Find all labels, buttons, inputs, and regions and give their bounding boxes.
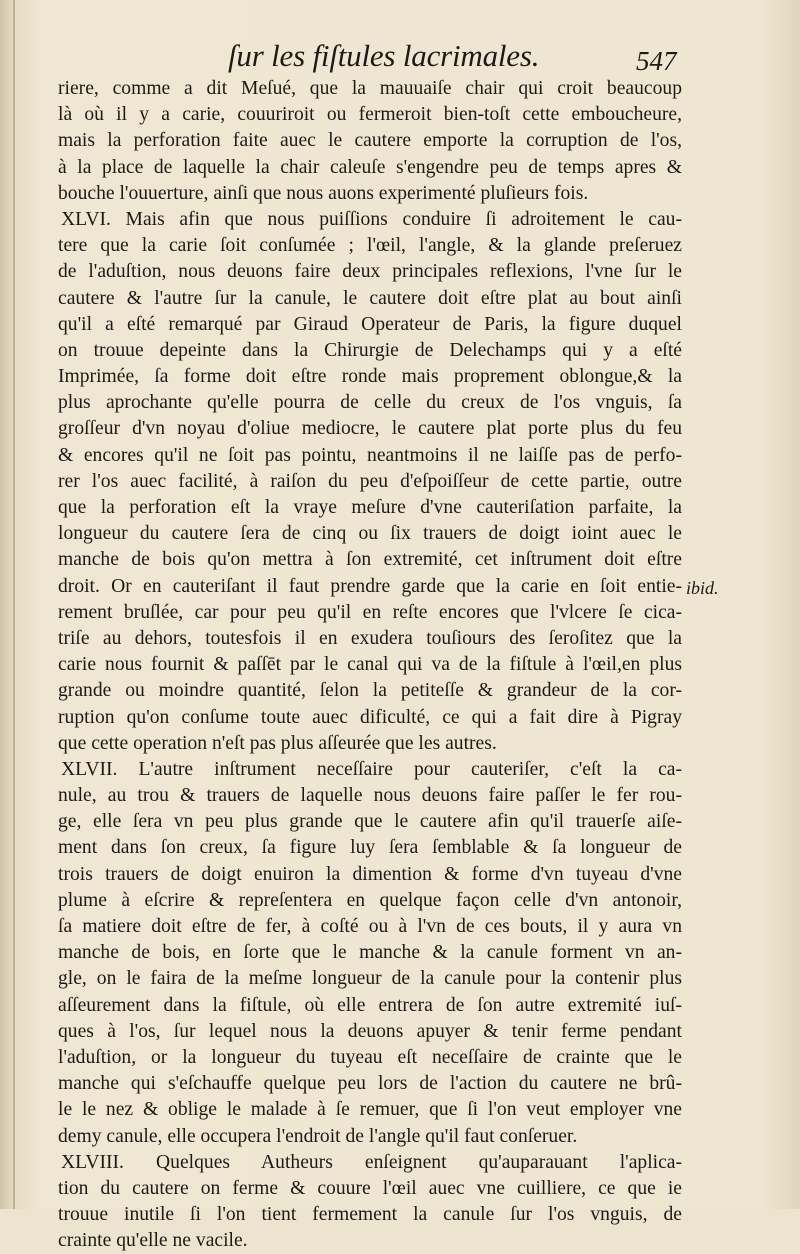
binding-gutter xyxy=(13,0,15,1209)
text-line: le le nez & oblige le malade à ſe remuer, que ſi l'on veut employer vne xyxy=(58,1099,682,1121)
text-line: plus aprochante qu'elle pourra de celle du creux de l'os vnguis, ſa xyxy=(58,392,682,414)
text-line: gle, on le faira de la meſme longueur de la canule pour la contenir plus xyxy=(58,968,682,990)
text-line: ment dans ſon creux, ſa figure luy ſera ſemblable & ſa longueur de xyxy=(58,837,682,859)
text-line: à la place de laquelle la chair caleuſe s'engendre peu de temps apres & xyxy=(58,156,682,178)
text-line: triſe au dehors, toutesfois il en exudera touſiours des ſeroſitez que la xyxy=(58,627,682,649)
margin-note: ibid. xyxy=(686,578,719,598)
text-line: tere que la carie ſoit conſumée ; l'œil, l'angle, & la glande preſeruez xyxy=(58,235,682,257)
text-line: manche de bois qu'on mettra à ſon extremité, cet inſtrument doit eſtre xyxy=(58,549,682,571)
text-line: demy canule, elle occupera l'endroit de l'angle qu'il faut conſeruer. xyxy=(58,1125,578,1147)
paragraph-xlvi-start: XLVI. Mais afin que nous puiſſions conduire ſi adroitement le cau- xyxy=(61,208,682,230)
text-line: que la perforation eſt la vraye meſure d'vne cauteriſation parfaite, la xyxy=(58,497,682,518)
page-header xyxy=(0,38,800,78)
body-text xyxy=(58,76,682,1254)
text-line: riere, comme a dit Meſué, que la mauuaiſe chair qui croit beaucoup xyxy=(58,78,682,99)
text-line: manche qui s'eſchauffe quelque peu lors de l'action du cautere ne brû- xyxy=(58,1073,682,1095)
text-line: manche de bois, en ſorte que le manche & la canule forment vn an- xyxy=(58,942,682,964)
text-line: ques à l'os, ſur lequel nous la deuons apuyer & tenir ferme pendant xyxy=(58,1020,682,1042)
text-line: grande ou moindre quantité, ſelon la petiteſſe & grandeur de la cor- xyxy=(58,680,682,702)
text-line: bouche l'ouuerture, ainſi que nous auons experimenté pluſieurs fois. xyxy=(58,182,589,204)
text-line: ſa matiere doit eſtre de fer, à coſté ou à l'vn de ces bouts, il y aura vn xyxy=(58,916,682,937)
text-line: mais la perforation faite auec le cautere emporte la corruption de l'os, xyxy=(58,130,682,152)
text-line: ruption qu'on conſume toute auec dificulté, ce qui a fait dire à Pigray xyxy=(58,706,682,728)
paragraph-xlviii-start: XLVIII. Quelques Autheurs enſeignent qu'auparauant l'aplica- xyxy=(61,1151,682,1173)
text-line: rement bruſlée, car pour peu qu'il en reſte encores que l'vlcere ſe cica- xyxy=(58,601,682,623)
text-line: ge, elle ſera vn peu plus grande que le cautere afin qu'il trauerſe aiſe- xyxy=(58,811,682,833)
text-line: trois trauers de doigt enuiron la dimention & forme d'vn tuyeau d'vne xyxy=(58,863,682,885)
running-title: ſur les fiſtules lacrimales. xyxy=(228,38,540,73)
text-line: l'aduſtion, or la longueur du tuyeau eſt neceſſaire de crainte que le xyxy=(58,1046,682,1068)
text-line: tion du cautere on ferme & couure l'œil auec vne cuilliere, ce que ie xyxy=(58,1177,682,1199)
paragraph-xlvii-start: XLVII. L'autre inſtrument neceſſaire pour cauteriſer, c'eſt la ca- xyxy=(61,758,682,780)
text-line: groſſeur d'vn noyau d'oliue mediocre, le cautere plat porte plus du feu xyxy=(58,418,682,440)
text-line: cautere & l'autre ſur la canule, le cautere doit eſtre plat au bout ainſi xyxy=(58,287,682,309)
text-line: Imprimée, ſa forme doit eſtre ronde mais proprement oblongue,& la xyxy=(58,366,682,388)
text-line: qu'il a eſté remarqué par Giraud Operateur de Paris, la figure duquel xyxy=(58,313,682,335)
page-number: 547 xyxy=(636,46,677,76)
text-line: aſſeurement dans la fiſtule, où elle entrera de ſon autre extremité iuſ- xyxy=(58,994,682,1016)
text-line: rer l'os auec facilité, à raiſon du peu d'eſpoiſſeur de cette partie, outre xyxy=(58,470,682,492)
text-line: nule, au trou & trauers de laquelle nous deuons faire paſſer le fer rou- xyxy=(58,785,682,807)
text-line: là où il y a carie, couuriroit ou fermeroit bien-toſt cette emboucheure, xyxy=(58,104,682,126)
text-line: & encores qu'il ne ſoit pas pointu, neantmoins il ne laiſſe pas de perfo- xyxy=(58,444,682,466)
text-line: crainte qu'elle ne vacile. xyxy=(58,1230,248,1252)
text-line: droit. Or en cauteriſant il faut prendre garde que la carie en ſoit entie- xyxy=(58,575,682,597)
text-line: trouue inutile ſi l'on tient fermement la canule ſur l'os vnguis, de xyxy=(58,1204,682,1226)
text-line: que cette operation n'eſt pas plus aſſeurée que les autres. xyxy=(58,732,497,754)
text-line: longueur du cautere ſera de cinq ou ſix trauers de doigt ioint auec le xyxy=(58,523,682,545)
text-line: on trouue depeinte dans la Chirurgie de Delechamps qui y a eſté xyxy=(58,339,682,361)
text-line: carie nous fournit & paſſēt par le canal qui va de la fiſtule à l'œil,en plus xyxy=(58,654,682,676)
text-line: de l'aduſtion, nous deuons faire deux principales reflexions, l'vne ſur le xyxy=(58,261,682,283)
text-line: plume à eſcrire & repreſentera en quelque façon celle d'vn antonoir, xyxy=(58,889,682,911)
